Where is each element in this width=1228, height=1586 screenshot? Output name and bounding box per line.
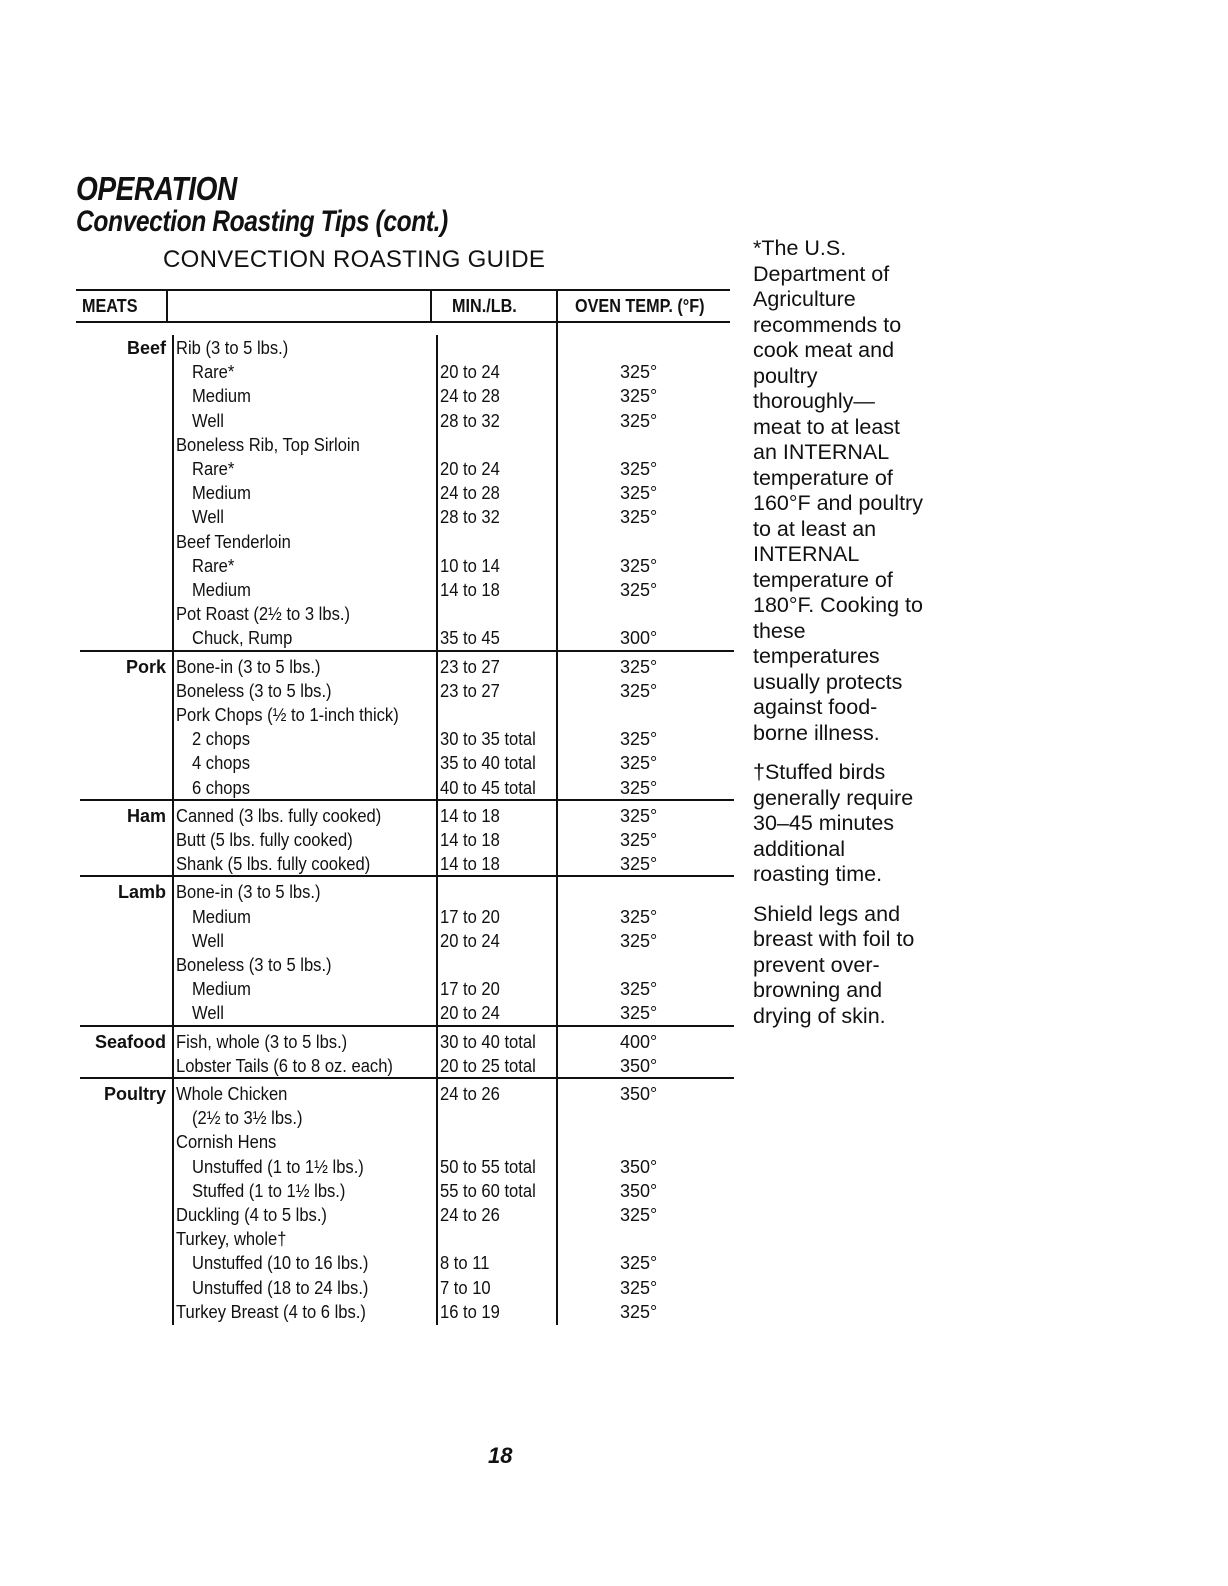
cut-description: Cornish Hens bbox=[176, 1132, 277, 1153]
cut-description: Unstuffed (10 to 16 lbs.) bbox=[192, 1253, 369, 1274]
cut-description: Chuck, Rump bbox=[192, 628, 293, 649]
oven-temp: 325° bbox=[620, 555, 658, 576]
oven-temp: 325° bbox=[620, 906, 658, 927]
minutes-per-lb: 20 to 24 bbox=[440, 362, 500, 383]
oven-temp: 325° bbox=[620, 830, 658, 850]
oven-temp: 350° bbox=[620, 1084, 658, 1104]
meat-category: Pork bbox=[125, 656, 166, 677]
page-subtitle: Convection Roasting Tips (cont.) bbox=[76, 205, 448, 238]
minutes-per-lb: 23 to 27 bbox=[440, 656, 500, 677]
minutes-per-lb: 8 to 11 bbox=[440, 1253, 490, 1274]
cut-description: Duckling (4 to 5 lbs.) bbox=[176, 1205, 327, 1225]
cut-description: Rib (3 to 5 lbs.) bbox=[176, 338, 289, 358]
table-row bbox=[0, 1181, 740, 1205]
column-divider-2 bbox=[430, 289, 432, 322]
oven-temp: 300° bbox=[620, 628, 658, 649]
shield-note: Shield legs and breast with foil to prevent over-browning and drying of skin. bbox=[753, 901, 915, 1028]
minutes-per-lb: 20 to 24 bbox=[440, 1003, 500, 1024]
table-row bbox=[0, 532, 740, 556]
cut-description: Boneless Rib, Top Sirloin bbox=[176, 434, 360, 455]
cut-description: Well bbox=[192, 930, 224, 951]
table-row bbox=[0, 882, 740, 906]
oven-temp: 325° bbox=[620, 805, 658, 826]
table-row bbox=[0, 338, 740, 362]
oven-temp: 325° bbox=[620, 362, 658, 383]
category-separator bbox=[80, 875, 734, 877]
table-row bbox=[0, 907, 740, 931]
section-title: OPERATION bbox=[76, 170, 237, 207]
cut-description: Butt (5 lbs. fully cooked) bbox=[176, 830, 353, 850]
minutes-per-lb: 7 to 10 bbox=[440, 1277, 491, 1298]
cut-description: Shank (5 lbs. fully cooked) bbox=[176, 854, 371, 875]
oven-temp: 325° bbox=[620, 979, 658, 1000]
cut-description: Pork Chops (½ to 1-inch thick) bbox=[176, 705, 399, 725]
cut-description: Fish, whole (3 to 5 lbs.) bbox=[176, 1031, 348, 1052]
column-header-min-per-lb: MIN./LB. bbox=[452, 296, 517, 316]
table-row bbox=[0, 830, 740, 854]
cut-description: Unstuffed (1 to 1½ lbs.) bbox=[192, 1156, 364, 1177]
cut-description: Well bbox=[192, 507, 224, 528]
category-separator bbox=[80, 1025, 734, 1027]
table-row bbox=[0, 459, 740, 483]
category-separator bbox=[80, 650, 734, 652]
oven-temp: 325° bbox=[620, 507, 658, 528]
minutes-per-lb: 24 to 26 bbox=[440, 1084, 500, 1104]
oven-temp: 325° bbox=[620, 656, 658, 677]
oven-temp: 325° bbox=[620, 930, 658, 951]
cut-description: 6 chops bbox=[192, 777, 251, 798]
table-row bbox=[0, 705, 740, 729]
table-row bbox=[0, 1278, 740, 1302]
column-header-oven-temp: OVEN TEMP. (°F) bbox=[575, 296, 705, 316]
oven-temp: 325° bbox=[620, 854, 658, 875]
category-separator bbox=[80, 799, 734, 801]
cut-description: Unstuffed (18 to 24 lbs.) bbox=[192, 1277, 369, 1298]
table-top-rule bbox=[76, 289, 730, 291]
cut-description: Medium bbox=[192, 386, 251, 407]
cut-description: Beef Tenderloin bbox=[176, 531, 291, 552]
cut-description: Rare* bbox=[192, 555, 235, 576]
cut-description: Medium bbox=[192, 580, 251, 600]
cut-description: Medium bbox=[192, 906, 251, 927]
minutes-per-lb: 20 to 25 total bbox=[440, 1055, 536, 1076]
table-row bbox=[0, 362, 740, 386]
minutes-per-lb: 30 to 40 total bbox=[440, 1031, 536, 1052]
minutes-per-lb: 14 to 18 bbox=[440, 805, 500, 826]
meat-category: Poultry bbox=[103, 1084, 166, 1104]
table-header-rule bbox=[76, 321, 730, 323]
minutes-per-lb: 28 to 32 bbox=[440, 507, 500, 528]
cut-description: 4 chops bbox=[192, 753, 251, 774]
cut-description: Pot Roast (2½ to 3 lbs.) bbox=[176, 604, 350, 625]
notes-column bbox=[753, 236, 923, 1043]
meat-category: Lamb bbox=[117, 882, 166, 903]
column-divider-1 bbox=[166, 289, 168, 322]
minutes-per-lb: 17 to 20 bbox=[440, 979, 500, 1000]
minutes-per-lb: 40 to 45 total bbox=[440, 777, 536, 798]
table-row bbox=[0, 1084, 740, 1108]
minutes-per-lb: 14 to 18 bbox=[440, 580, 500, 600]
oven-temp: 400° bbox=[620, 1031, 658, 1052]
table-row bbox=[0, 1157, 740, 1181]
oven-temp: 325° bbox=[620, 459, 658, 479]
cut-description: Turkey, whole† bbox=[176, 1229, 287, 1250]
oven-temp: 325° bbox=[620, 410, 658, 431]
cut-description: Rare* bbox=[192, 362, 235, 383]
minutes-per-lb: 17 to 20 bbox=[440, 906, 500, 927]
minutes-per-lb: 20 to 24 bbox=[440, 930, 500, 951]
table-row bbox=[0, 729, 740, 753]
table-row bbox=[0, 753, 740, 777]
minutes-per-lb: 24 to 28 bbox=[440, 386, 500, 407]
column-header-meats: MEATS bbox=[82, 296, 138, 316]
meat-category: Beef bbox=[126, 338, 166, 358]
oven-temp: 325° bbox=[620, 386, 658, 407]
category-separator bbox=[80, 1077, 734, 1079]
table-row bbox=[0, 1132, 740, 1156]
cut-description: Bone-in (3 to 5 lbs.) bbox=[176, 882, 321, 903]
cut-description: Well bbox=[192, 1003, 224, 1024]
usda-note: *The U.S. Department of Agriculture recommends to cook meat and poultry thoroughly— meat to at least an INTERNAL temperature of 160°F and poultry to at least an INTERNAL temperature of 180°F. Cooking to these temperatures usually protects against food-borne illness. bbox=[753, 236, 923, 745]
table-row bbox=[0, 931, 740, 955]
cut-description: Well bbox=[192, 410, 224, 431]
table-row bbox=[0, 1253, 740, 1277]
minutes-per-lb: 50 to 55 total bbox=[440, 1156, 536, 1177]
cut-description: Bone-in (3 to 5 lbs.) bbox=[176, 656, 321, 677]
cut-description: Canned (3 lbs. fully cooked) bbox=[176, 805, 382, 826]
cut-description: Turkey Breast (4 to 6 lbs.) bbox=[176, 1301, 366, 1322]
table-row bbox=[0, 979, 740, 1003]
minutes-per-lb: 10 to 14 bbox=[440, 555, 500, 576]
minutes-per-lb: 14 to 18 bbox=[440, 854, 500, 875]
cut-description: Medium bbox=[192, 979, 251, 1000]
minutes-per-lb: 24 to 26 bbox=[440, 1205, 500, 1225]
minutes-per-lb: 16 to 19 bbox=[440, 1301, 500, 1322]
oven-temp: 325° bbox=[620, 777, 658, 798]
table-row bbox=[0, 1108, 740, 1132]
minutes-per-lb: 23 to 27 bbox=[440, 680, 500, 701]
oven-temp: 325° bbox=[620, 729, 658, 750]
table-row bbox=[0, 411, 740, 435]
oven-temp: 350° bbox=[620, 1180, 658, 1201]
cut-description: Rare* bbox=[192, 459, 235, 479]
oven-temp: 325° bbox=[620, 1205, 658, 1225]
oven-temp: 325° bbox=[620, 1253, 658, 1274]
table-row bbox=[0, 507, 740, 531]
cut-description: Medium bbox=[192, 483, 251, 504]
oven-temp: 325° bbox=[620, 1301, 658, 1322]
table-row bbox=[0, 1205, 740, 1229]
table-row bbox=[0, 1302, 740, 1326]
cut-description: (2½ to 3½ lbs.) bbox=[192, 1108, 303, 1129]
oven-temp: 325° bbox=[620, 483, 658, 504]
page-number: 18 bbox=[488, 1443, 513, 1468]
table-row bbox=[0, 386, 740, 410]
meat-category: Ham bbox=[126, 805, 166, 826]
oven-temp: 325° bbox=[620, 1003, 658, 1024]
oven-temp: 325° bbox=[620, 580, 658, 600]
minutes-per-lb: 35 to 45 bbox=[440, 628, 500, 649]
table-row bbox=[0, 657, 740, 681]
oven-temp: 350° bbox=[620, 1055, 658, 1076]
cut-description: Boneless (3 to 5 lbs.) bbox=[176, 955, 332, 975]
oven-temp: 325° bbox=[620, 680, 658, 701]
table-row bbox=[0, 604, 740, 628]
oven-temp: 325° bbox=[620, 753, 658, 774]
table-row bbox=[0, 556, 740, 580]
guide-title: CONVECTION ROASTING GUIDE bbox=[163, 246, 546, 273]
minutes-per-lb: 55 to 60 total bbox=[440, 1180, 536, 1201]
oven-temp: 350° bbox=[620, 1156, 658, 1177]
table-row bbox=[0, 1032, 740, 1056]
minutes-per-lb: 20 to 24 bbox=[440, 459, 500, 479]
cut-description: Boneless (3 to 5 lbs.) bbox=[176, 680, 332, 701]
minutes-per-lb: 24 to 28 bbox=[440, 483, 500, 504]
minutes-per-lb: 28 to 32 bbox=[440, 410, 500, 431]
stuffed-birds-note: †Stuffed birds generally require 30–45 minutes additional roasting time. bbox=[753, 760, 914, 886]
minutes-per-lb: 30 to 35 total bbox=[440, 729, 536, 750]
cut-description: 2 chops bbox=[192, 729, 251, 750]
table-row bbox=[0, 806, 740, 830]
cut-description: Lobster Tails (6 to 8 oz. each) bbox=[176, 1055, 393, 1076]
table-row bbox=[0, 483, 740, 507]
table-row bbox=[0, 955, 740, 979]
meat-category: Seafood bbox=[94, 1031, 166, 1052]
cut-description: Stuffed (1 to 1½ lbs.) bbox=[192, 1180, 346, 1201]
table-row bbox=[0, 580, 740, 604]
minutes-per-lb: 14 to 18 bbox=[440, 830, 500, 850]
minutes-per-lb: 35 to 40 total bbox=[440, 753, 536, 774]
table-row bbox=[0, 1229, 740, 1253]
table-row bbox=[0, 681, 740, 705]
cut-description: Whole Chicken bbox=[176, 1084, 288, 1104]
table-row bbox=[0, 435, 740, 459]
oven-temp: 325° bbox=[620, 1277, 658, 1298]
